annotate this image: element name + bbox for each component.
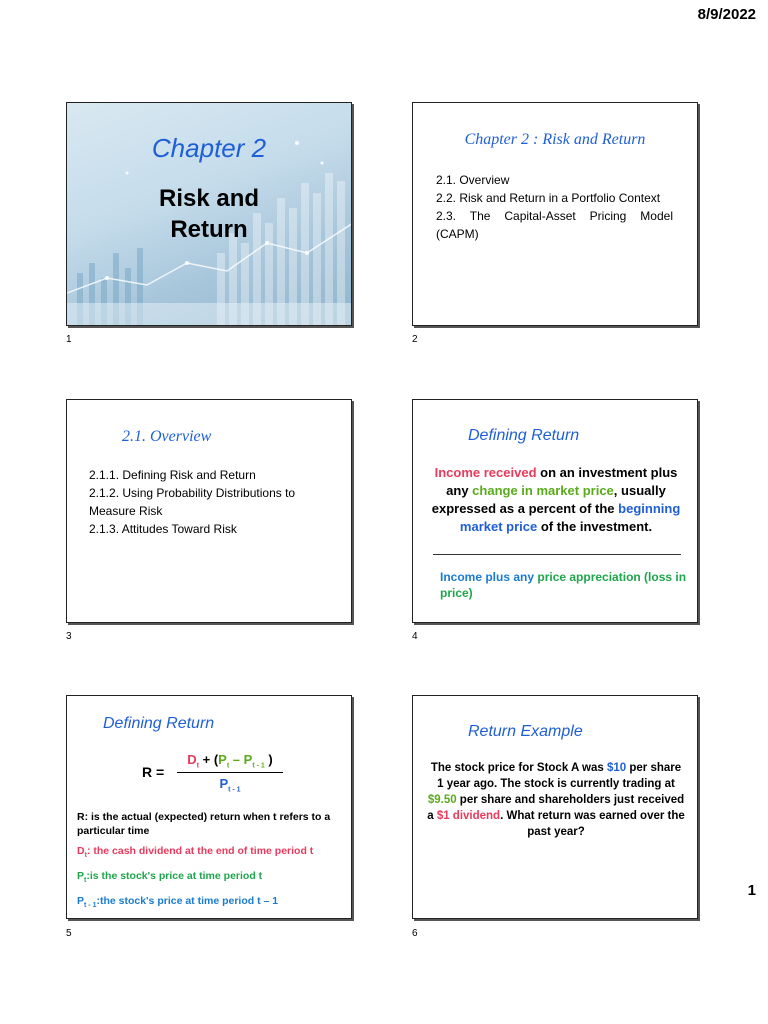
cover-subtitle [67, 183, 351, 245]
example-text [427, 760, 685, 840]
document-date: 8/9/2022 [697, 6, 756, 23]
p-definition [77, 869, 343, 888]
slide-title: Chapter 2 : Risk and Return [464, 131, 646, 148]
definition-text: :is the stock's price at time period t [86, 870, 263, 883]
p1-definition [77, 894, 343, 913]
income-received-term: Income received [434, 465, 537, 480]
example-text-part: The stock price for Stock A was [430, 762, 607, 774]
subscript-t-1: t - 1 [84, 902, 97, 910]
symbol-p: P [218, 752, 227, 767]
cover-subtitle-line2: Return [170, 216, 248, 243]
outline-list [436, 171, 673, 243]
slide-2 [412, 102, 698, 326]
r-definition [77, 810, 343, 838]
slide-title: Defining Return [468, 427, 580, 444]
d-definition [77, 844, 343, 863]
subscript-t: t [196, 762, 199, 770]
outline-item: 2.3. The Capital-Asset Pricing Model (CAPM) [436, 209, 673, 241]
example-text-part: . What return was earned over the past year? [500, 810, 685, 838]
cover-subtitle-line1: Risk and [158, 185, 260, 212]
outline-item: 2.1. Overview [436, 173, 510, 187]
operator: ) [264, 752, 273, 767]
return-formula [67, 752, 351, 802]
symbol-p: P [243, 752, 253, 767]
formula-lhs: R = [142, 764, 165, 780]
outline-item: 2.1.2. Using Probability Distributions to Measure Risk [89, 486, 296, 518]
subscript-t: t [84, 877, 87, 885]
slide-number: 4 [412, 631, 418, 642]
definition-text: : the cash dividend at the end of time period t [86, 845, 314, 857]
return-definition [427, 464, 685, 536]
beginning-price-term: beginning market price [459, 501, 681, 534]
symbol-p: P [77, 895, 85, 908]
definition-text: :the stock's price at time period t – 1 [96, 895, 279, 908]
slide-5 [66, 695, 352, 919]
definition-text: R: is the actual (expected) return when t refers to a particular time [77, 811, 331, 837]
symbol-p: P [77, 870, 85, 883]
fraction-bar [177, 772, 283, 773]
subscript-t-1: t - 1 [252, 762, 265, 770]
page-number: 1 [747, 882, 756, 899]
outline-item: 2.1.3. Attitudes Toward Risk [89, 522, 237, 536]
definition-text: of the investment. [537, 519, 653, 534]
slide-6 [412, 695, 698, 919]
slide-number: 3 [66, 631, 72, 642]
example-text-part: per share and shareholders just received a [427, 794, 685, 822]
subscript-t: t [226, 762, 230, 770]
note-text: Income plus any [440, 570, 538, 584]
slide-1 [66, 102, 352, 326]
slide-4 [412, 399, 698, 623]
outline-item: 2.1.1. Defining Risk and Return [89, 468, 256, 482]
definition-text: , usually expressed as a percent of the [431, 483, 666, 516]
current-price-value: $9.50 [427, 794, 457, 806]
initial-price-value: $10 [607, 762, 627, 774]
operator: – [229, 752, 244, 767]
slide-title: Return Example [468, 723, 583, 740]
slide-number: 1 [66, 334, 72, 345]
formula-numerator [177, 752, 283, 770]
symbol-p: P [219, 776, 229, 791]
note-highlight: price appreciation (loss in price) [440, 570, 687, 600]
slide-number: 2 [412, 334, 418, 345]
dividend-value: $1 dividend [436, 810, 501, 822]
formula-denominator [177, 776, 283, 794]
operator: + ( [199, 752, 219, 767]
cover-title: Chapter 2 [151, 133, 267, 163]
slide-number: 5 [66, 928, 72, 939]
market-price-change-term: change in market price [472, 483, 614, 498]
return-note [440, 569, 697, 601]
subscript-t: t [84, 852, 87, 860]
formula-definitions [77, 810, 343, 913]
slide-3 [66, 399, 352, 623]
slide-number: 6 [412, 928, 418, 939]
slide-title: Defining Return [103, 715, 215, 732]
slide-title: 2.1. Overview [122, 428, 212, 445]
example-text-part: per share 1 year ago. The stock is currently trading at [437, 762, 682, 790]
symbol-d: D [77, 845, 85, 857]
outline-list [89, 466, 339, 538]
cover-background [67, 103, 351, 325]
divider [433, 554, 681, 555]
definition-text: on an investment plus any [446, 465, 678, 498]
outline-item: 2.2. Risk and Return in a Portfolio Context [436, 191, 661, 205]
symbol-d: D [187, 752, 197, 767]
subscript-t-1: t - 1 [228, 786, 241, 794]
